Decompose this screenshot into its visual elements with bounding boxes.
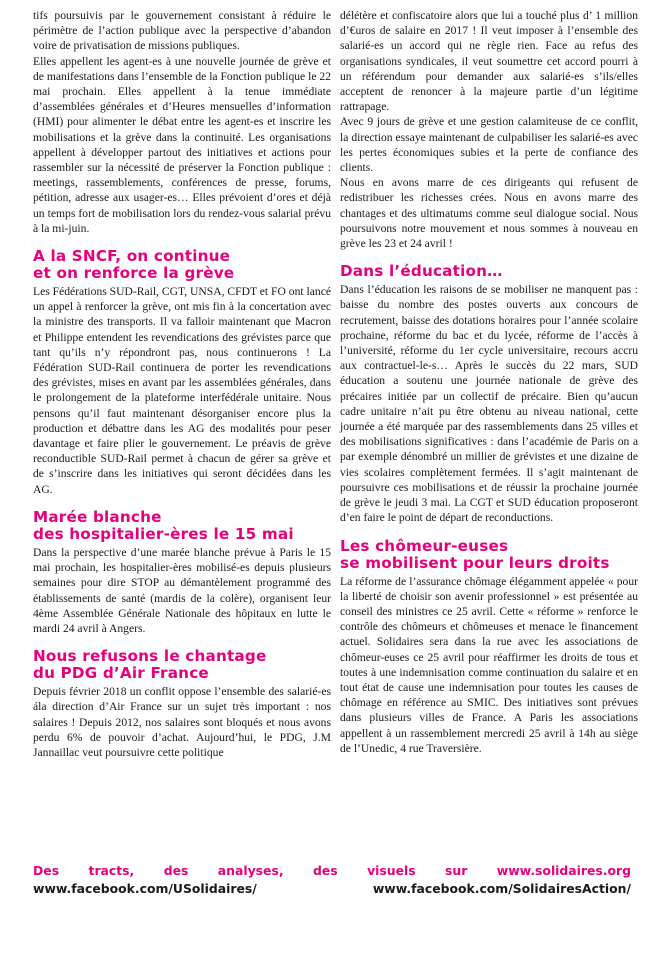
body-paragraph: Elles appellent les agent-es à une nouvelle journée de grève et de manifestations dans l’ensemble de la Fonction publique le 22 mai prochain. Elles appellent à la tenue immédiate d’assemblées générales et d’Heures mensuelles d’information (HMI) pour alimenter le débat entre les agent-es et inscrire les mobilisations et la grève dans la continuité. Les organisations appellent à développer partout des initiatives et actions pour rassembler sur la nécessité de préserver la Fonction publique : meetings, rassemblements, conférences de presse, forums, pétition, adresse aux usager-es… Elles prévoient d’ores et déjà un temps fort de mobilisation lors du rendez-vous salarial prévu à la mi-juin. <box>33 54 331 235</box>
section-title-line: Nous refusons le chantage <box>33 647 267 666</box>
body-paragraph: La réforme de l’assurance chômage élégamment appelée « pour la liberté de choisir son avenir professionnel » est présentée au conseil des ministres ce 25 avril. Cette « réforme » renforce le contrôle des chômeurs et chômeuses et menace le financement actuel. Solidaires sera dans la rue avec les associations de chômeur-euses ce 25 avril pour réaffirmer les droits de tous et toutes à une indemnisation comme continuation du salaire et en tout état de cause une indemnisation pour toutes les causes de chômage en référence au SMIC. Des initiatives sont prévues dans plusieurs villes de France. A Paris les associations appellent à un rassemblement mercredi 25 avril à 14h au siège de l’Unedic, 4 rue Traversière. <box>340 574 638 755</box>
body-paragraph: tifs poursuivis par le gouvernement consistant à réduire le périmètre de l’action publique avec la perspective d’abandon voire de privatisation de missions publiques. <box>33 9 331 53</box>
section-title-line: Les chômeur-euses <box>340 536 509 555</box>
solidaires-website-link[interactable]: www.solidaires.org <box>496 863 631 878</box>
right-column <box>340 8 638 756</box>
footer-word: tracts, <box>88 863 135 878</box>
left-column <box>33 8 331 760</box>
body-paragraph: délétère et confiscatoire alors que lui a touché plus d’ 1 million d’€uros de salaire en 2017 ! Il veut imposer à l’ensemble des salarié-es un accord qui ne règle rien. Face au refus des organisations syndicales, il veut soumettre cet accord pourri à un référendum pour demander aux salarié-es s’ils/elles acceptent de renoncer à la majeure partie d’un légitime rattrapage. <box>340 9 638 114</box>
footer-word: des <box>163 863 189 878</box>
section-title-line: Marée blanche <box>33 507 162 526</box>
footer <box>33 862 631 898</box>
section-title-chomeurs <box>340 538 638 572</box>
facebook-usolidaires-link[interactable]: www.facebook.com/USolidaires/ <box>33 881 257 896</box>
footer-word: sur <box>445 863 468 878</box>
body-paragraph: Avec 9 jours de grève et une gestion calamiteuse de ce conflit, la direction essaye maintenant de culpabiliser les salarié-es avec les pertes économiques subies et la perte de confiance des clients. <box>340 115 638 175</box>
facebook-solidaires-action-link[interactable]: www.facebook.com/SolidairesAction/ <box>372 881 631 896</box>
section-title-sncf <box>33 248 331 282</box>
section-title-line: A la SNCF, on continue <box>33 247 231 266</box>
body-paragraph: Depuis février 2018 un conflit oppose l’ensemble des salarié-es ála direction d’Air France sur un sujet très important : nos salaires ! Depuis 2012, nos salaires sont bloqués et nous avons perdu 6% de pouvoir d’achat. Aujourd’hui, le PDG, J.M Jannaillac veut poursuivre cette politique <box>33 685 331 759</box>
body-paragraph: Les Fédérations SUD-Rail, CGT, UNSA, CFDT et FO ont lancé un appel à renforcer la grève, ont mis fin à la concertation avec la ministre des transports. Il va falloir maintenant que Macron et Philippe entendent les revendications des grévistes parce que tant qu’ils n’y répondront pas, nous continuerons ! La Fédération SUD-Rail continuera de porter les revendications des grévistes, mises en avant par les assemblées générales, dans le prolongement de la plateforme interfédérale unitaire. Nous pensons qu’il faut maintenant désorganiser encore plus la production et débattre dans les AG des modalités pour peser davantage et faire plier le gouvernement. Le préavis de grève reconductible SUD-Rail permet à chacun de gérer sa grève et de s’inscrire dans les initiatives qui seront décidées dans les AG. <box>33 285 331 496</box>
footer-word: analyses, <box>217 863 284 878</box>
section-title-line: du PDG d’Air France <box>33 664 209 683</box>
body-paragraph: Dans l’éducation les raisons de se mobiliser ne manquent pas : baisse du nombre des postes ouverts aux concours de recrutement, baisse des dotations horaires pour l’année scolaire prochaine, réforme du bac et du lycée, réforme de l’accès à l’université, réforme du 1er cycle universitaire, recours accru aux contractuel-le-s… Après le succès du 22 mars, SUD éducation a soutenu une journée nationale de grève des précaires initiée par un collectif de précaire. Bien qu’aucun cadre unitaire n’ait pu être obtenu au niveau national, cette journée a été marquée par des rassemblements dans 25 villes et des mobilisations significatives : dans l’académie de Paris on a par exemple dénombré un millier de grévistes et une dizaine de vies scolaires complètement fermées. Il s’agit maintenant de poursuivre ces mobilisations et de réussir la prochaine journée de grève le jeudi 3 mai. La CGT et SUD éducation proposeront d’en faire le point de départ de reconductions. <box>340 283 638 525</box>
section-title-air-france <box>33 648 331 682</box>
footer-word: des <box>312 863 338 878</box>
section-title-line: des hospitalier-ères le 15 mai <box>33 524 294 543</box>
body-paragraph: Nous en avons marre de ces dirigeants qui refusent de redistribuer les richesses crées. Nous en avons marre des chantages et des ultimatums comme seul dialogue social. Nous poursuivons notre mouvement et nous sommes à nouveau en grève les 23 et 24 avril ! <box>340 176 638 251</box>
section-title-maree-blanche <box>33 509 331 543</box>
section-title-line: Dans l’éducation… <box>340 262 503 281</box>
body-paragraph: Dans la perspective d’une marée blanche prévue à Paris le 15 mai prochain, les hospitalier-ères mobilisé-es depuis plusieurs semaines pour dire STOP au démantèlement programmé des établissements de santé (mardis de la colère), organisent leur 4ème Assemblée Générale Nationale des hôpitaux en lutte le mardi 24 avril à Angers. <box>33 545 331 635</box>
section-title-education <box>340 263 638 280</box>
section-title-line: et on renforce la grève <box>33 264 235 283</box>
section-title-line: se mobilisent pour leurs droits <box>340 553 610 572</box>
footer-links <box>33 880 631 898</box>
footer-tagline <box>33 862 631 880</box>
footer-word: visuels <box>367 863 416 878</box>
footer-word: Des <box>33 863 60 878</box>
